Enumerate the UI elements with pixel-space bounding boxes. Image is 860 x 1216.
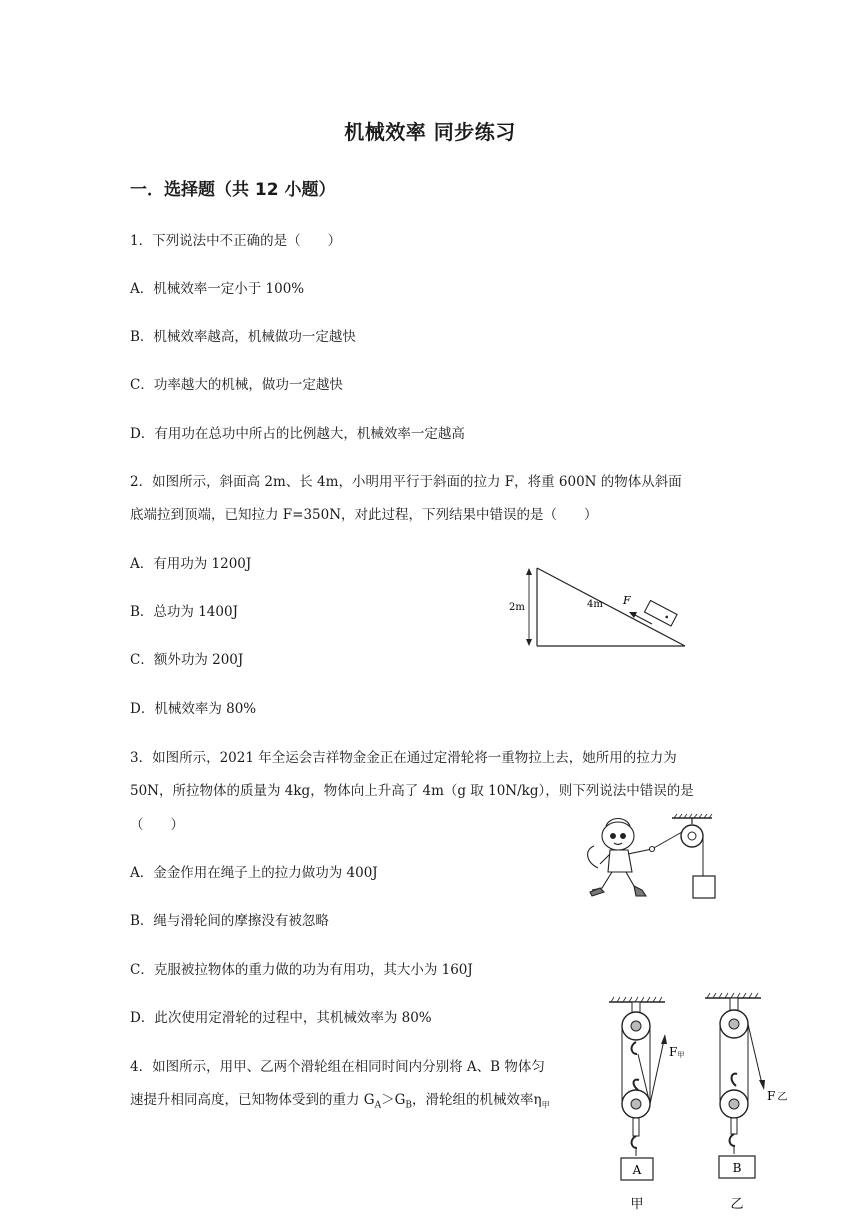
fixed-pulley-figure	[580, 812, 730, 907]
q3-option-b: B．绳与滑轮间的摩擦没有被忽略	[130, 913, 329, 929]
q4-stem-line2	[130, 1090, 550, 1116]
force-arrow-jia	[650, 1034, 667, 1104]
q1-option-b: B．机械效率越高，机械做功一定越快	[130, 329, 356, 345]
height-dimension-arrow	[526, 568, 532, 646]
q3-stem-line3: （ ）	[130, 817, 184, 833]
q3-option-d: D．此次使用定滑轮的过程中，其机械效率为 80%	[130, 1010, 432, 1026]
height-label: 2m	[509, 602, 525, 613]
force-arrow-yi	[748, 1024, 765, 1090]
section-heading: 一．选择题（共 12 小题）	[130, 180, 336, 200]
pulley-system-figure	[595, 992, 800, 1214]
q2-option-b: B．总功为 1400J	[130, 604, 238, 620]
pulley-system-jia	[609, 997, 684, 1212]
block-a-label: A	[632, 1163, 642, 1177]
q4-stem-prefix: 速提升相同高度，已知物体受到的重力 G	[130, 1092, 375, 1108]
sub-a: A	[374, 1100, 382, 1111]
q1-option-d: D．有用功在总功中所占的比例越大，机械效率一定越高	[130, 426, 465, 442]
q3-option-c: C．克服被拉物体的重力做的功为有用功，其大小为 160J	[130, 962, 473, 978]
q3-stem-line1: 3．如图所示，2021 年全运会吉祥物金金正在通过定滑轮将一重物拉上去，她所用的拉力为	[130, 750, 677, 766]
q1-option-c: C．功率越大的机械，做功一定越快	[130, 377, 343, 393]
q1-option-a: A．机械效率一定小于 100%	[130, 281, 305, 297]
pulley-system-yi	[705, 993, 787, 1212]
q2-stem-line1: 2．如图所示，斜面高 2m、长 4m，小明用平行于斜面的拉力 F，将重 600N 的物体从斜面	[130, 474, 682, 490]
incline-figure	[505, 560, 700, 655]
ceiling-mount	[672, 814, 712, 824]
q3-option-a: A．金金作用在绳子上的拉力做功为 400J	[130, 865, 378, 881]
q2-option-a: A．有用功为 1200J	[130, 556, 252, 572]
q4-stem-line1: 4．如图所示，用甲、乙两个滑轮组在相同时间内分别将 A、B 物体匀	[130, 1059, 545, 1075]
length-label: 4m	[587, 599, 603, 610]
caption-yi: 乙	[730, 1197, 744, 1212]
q3-stem-line2: 50N，所拉物体的质量为 4kg，物体向上升高了 4m（g 取 10N/kg），则下列说法中错误的是	[130, 783, 694, 799]
caption-jia: 甲	[630, 1197, 644, 1212]
ceiling-jia	[609, 997, 665, 1002]
force-label: F	[623, 594, 631, 607]
force-label-jia: F甲	[669, 1045, 685, 1059]
q2-stem-line2: 底端拉到顶端，已知拉力 F=350N，对此过程，下列结果中错误的是（ ）	[130, 507, 598, 523]
q1-stem: 1．下列说法中不正确的是（ ）	[130, 233, 342, 249]
sub-jia: 甲	[541, 1100, 550, 1110]
page-title: 机械效率 同步练习	[344, 120, 516, 144]
weight-block	[693, 876, 715, 898]
block-b-label: B	[732, 1161, 742, 1175]
sub-b: B	[405, 1100, 412, 1111]
force-label-yi: F 乙	[767, 1089, 788, 1103]
pulley-wheel	[681, 825, 703, 847]
mascot-icon	[588, 819, 655, 897]
q2-option-c: C．额外功为 200J	[130, 652, 244, 668]
ceiling-yi	[705, 993, 761, 998]
q4-stem-mid: ，滑轮组的机械效率η	[412, 1092, 542, 1108]
q2-option-d: D．机械效率为 80%	[130, 701, 257, 717]
greater-than: ＞G	[381, 1092, 406, 1108]
